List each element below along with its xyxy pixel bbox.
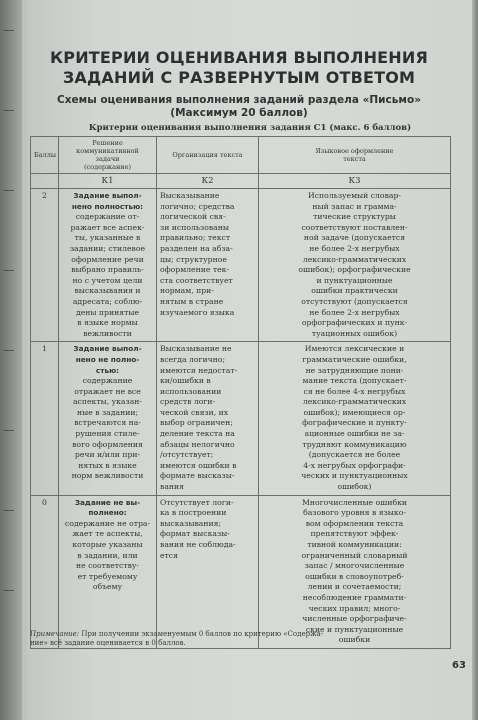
cell-text-line: несоблюдение граммати- xyxy=(302,592,407,602)
cell-text-line: ационные ошибки не за- xyxy=(304,429,405,439)
cell-text-line: Высказывание не xyxy=(160,344,232,354)
cell-text-line: нятым в стране xyxy=(160,296,224,306)
cell-text-line: средств логи- xyxy=(160,397,216,407)
cell-text-line: деление текста на xyxy=(160,429,235,439)
cell-text-line: Имеются лексические и xyxy=(304,344,405,354)
cell-text-line: логично; средства xyxy=(160,201,235,211)
cell-text-line: вежливости xyxy=(83,328,132,338)
cell-text-line: аспекты, указан- xyxy=(72,397,143,407)
cell-text-line: которые указаны xyxy=(72,540,143,549)
cell-text-line: ста соответствует xyxy=(160,275,233,285)
footnote-line-1: При получении экзаменуемым 0 баллов по критерию «Содержа- xyxy=(79,630,324,638)
cell-text-line: не более 2-х негрубых xyxy=(309,307,400,317)
score-cell: 2 xyxy=(31,189,59,342)
cell-text-line: выбрано правиль- xyxy=(71,265,144,275)
cell-text-line: (допускается не более xyxy=(308,450,401,460)
cell-text-line: /отсутствует; xyxy=(160,450,214,460)
cell-text-line: Задание не вы- xyxy=(74,497,141,507)
cell-text-line: соответствуют поставлен- xyxy=(301,222,408,232)
cell-text-line: использовании xyxy=(160,386,222,396)
cell-text-line: трудняют коммуникацию xyxy=(302,439,407,449)
section-max-score: (Максимум 20 баллов) xyxy=(170,107,308,119)
cell-text-line: разделен на абза- xyxy=(160,243,233,253)
table-row xyxy=(31,342,451,495)
cell-text-line: содержание не отра- xyxy=(64,518,151,528)
cell-text-line: Отсутствует логи- xyxy=(160,497,234,507)
cell-text-line: Многочисленные ошибки xyxy=(301,497,408,507)
cell-text-line: имеются недостат- xyxy=(160,365,238,375)
cell-text-line: фографические и пункту- xyxy=(302,418,407,428)
k1-cell xyxy=(59,189,157,342)
cell-text-line: ка в построении xyxy=(160,508,227,518)
cell-text-line: оформление речи xyxy=(71,254,144,264)
cell-text-line: лении и сочетаемости; xyxy=(307,582,402,592)
cell-text-line: ческих и пунктуационных xyxy=(301,471,408,481)
table-caption: Критерии оценивания выполнения задания С1 (макс. 6 баллов) xyxy=(88,123,412,133)
k2-cell xyxy=(157,495,259,648)
page-title-line-2: ЗАДАНИЙ С РАЗВЕРНУТЫМ ОТВЕТОМ xyxy=(62,68,416,87)
k2-cell xyxy=(157,342,259,495)
cell-text-line: в языке нормы xyxy=(77,318,138,328)
table-row xyxy=(31,189,451,342)
footnote-label: Примечание: xyxy=(30,630,80,638)
cell-text-line: всегда логично; xyxy=(160,354,226,364)
cell-text-line: нено не полно- xyxy=(75,354,140,364)
cell-text-line: ошибки в словоупотреб- xyxy=(305,571,404,581)
code-k3: К3 xyxy=(259,174,451,189)
table-row xyxy=(31,495,451,648)
cell-text-line: формате высказы- xyxy=(160,471,235,481)
cell-text-line: препятствуют эффек- xyxy=(310,529,399,539)
cell-text-line: ческих правил; много- xyxy=(308,603,401,613)
page-number: 63 xyxy=(452,660,466,671)
cell-text-line: имеются ошибки в xyxy=(160,460,237,470)
cell-text-line: абзацы нелогично xyxy=(160,439,235,449)
cell-text-line: 4-х негрубых орфографи- xyxy=(303,460,406,470)
cell-text-line: цы; структурное xyxy=(160,254,227,264)
cell-text-line: грамматические ошибки, xyxy=(302,354,407,364)
cell-text-line: речи и/или при- xyxy=(74,450,141,460)
cell-text-line: ражает все аспек- xyxy=(70,222,145,232)
cell-text-line: Задание выпол- xyxy=(73,191,142,200)
cell-text-line: но с учетом цели xyxy=(72,275,143,285)
cell-text-line: не более 2-х негрубых xyxy=(309,243,400,253)
cell-text-line: объему xyxy=(92,582,123,592)
cell-text-line: содержание xyxy=(82,376,133,386)
cell-text-line: лексико-грамматических xyxy=(302,254,407,264)
cell-text-line: ошибки практически xyxy=(311,286,398,296)
cell-text-line: базового уровня в языко- xyxy=(303,508,406,518)
cell-text-line: ки/ошибки в xyxy=(160,376,211,386)
cell-text-line: ет требуемому xyxy=(77,571,138,581)
cell-text-line: вом оформлении текста xyxy=(305,518,404,528)
cell-text-line: ется xyxy=(160,550,178,560)
cell-text-line: высказывания и xyxy=(74,286,141,296)
k3-cell xyxy=(259,495,451,648)
cell-text-line: зи использованы xyxy=(160,222,229,232)
cell-text-line: формат высказы- xyxy=(160,529,230,539)
cell-text-line: туационных ошибок) xyxy=(311,328,398,338)
cell-text-line: ограниченный словарный xyxy=(301,550,408,560)
cell-text-line: высказывания; xyxy=(160,518,222,528)
cell-text-line: Задание выпол- xyxy=(73,344,142,354)
cell-text-line: ческой связи, их xyxy=(160,407,229,417)
cell-text-line: лексико-грамматических xyxy=(302,397,407,407)
header-score: Баллы xyxy=(31,137,59,174)
cell-text-line: ся не более 4-х негрубых xyxy=(303,386,406,396)
cell-text-line: ошибок); орфографические xyxy=(298,265,411,275)
page-title-line-1: КРИТЕРИИ ОЦЕНИВАНИЯ ВЫПОЛНЕНИЯ xyxy=(50,48,428,67)
cell-text-line: орфографических и пунк- xyxy=(301,318,408,328)
cell-text-line: Высказывание xyxy=(160,191,220,200)
cell-text-line: тивной коммуникации: xyxy=(307,540,402,549)
cell-text-line: ошибки xyxy=(338,635,371,645)
cell-text-line: ошибок); имеющиеся ор- xyxy=(303,407,406,417)
cell-text-line: ты, указанные в xyxy=(74,233,141,243)
k1-cell xyxy=(59,495,157,648)
cell-text-line: дены принятые xyxy=(75,307,140,317)
criteria-code-row xyxy=(31,174,451,189)
cell-text-line: изучаемого языка xyxy=(160,307,235,317)
criteria-table xyxy=(30,136,451,649)
footnote-line-2: ние» всё задание оценивается в 0 баллов. xyxy=(30,639,186,647)
cell-text-line: ный запас и грамма- xyxy=(312,201,397,211)
k1-cell xyxy=(59,342,157,495)
code-k1: К1 xyxy=(59,174,157,189)
cell-text-line: мание текста (допускает- xyxy=(302,376,407,386)
cell-text-line: норм вежливости xyxy=(71,471,144,481)
table-header-row xyxy=(31,137,451,174)
cell-text-line: вания xyxy=(160,482,185,492)
cell-text-line: отражает не все xyxy=(74,386,141,396)
cell-text-line: стью: xyxy=(95,365,120,375)
cell-text-line: встречаются на- xyxy=(74,418,141,428)
cell-text-line: логической свя- xyxy=(160,212,226,222)
cell-text-line: запас / многочисленные xyxy=(304,561,405,571)
footnote xyxy=(30,630,450,648)
cell-text-line: численные орфографиче- xyxy=(302,614,407,624)
cell-text-line: рушения стиле- xyxy=(75,429,140,439)
cell-text-line: нормам, при- xyxy=(160,286,214,296)
cell-text-line: выбор ограничен; xyxy=(160,418,233,428)
cell-text-line: содержание от- xyxy=(75,212,140,222)
cell-text-line: тические структуры xyxy=(313,212,396,222)
cell-text-line: адресата; соблю- xyxy=(72,296,143,306)
k3-cell xyxy=(259,189,451,342)
cell-text-line: отсутствуют (допускается xyxy=(301,296,408,306)
score-cell: 0 xyxy=(31,495,59,648)
cell-text-line: ной задаче (допускается xyxy=(303,233,406,243)
cell-text-line: жает те аспекты, xyxy=(72,529,143,539)
cell-text-line: правильно; текст xyxy=(160,233,231,243)
cell-text-line: и пунктуационные xyxy=(316,275,393,285)
cell-text-line: ошибок) xyxy=(337,482,372,492)
header-k1: Решение коммуникативной задачи (содержание) xyxy=(59,137,157,174)
cell-text-line: нятых в языке xyxy=(78,460,137,470)
cell-text-line: не затрудняющие пони- xyxy=(305,365,404,375)
cell-text-line: Используемый словар- xyxy=(307,191,401,200)
cell-text-line: ские и пунктуационные xyxy=(305,624,404,634)
cell-text-line: полнено: xyxy=(88,508,127,518)
header-k3: Языковое оформление текста xyxy=(259,137,451,174)
score-cell: 1 xyxy=(31,342,59,495)
section-subtitle: Схемы оценивания выполнения заданий раздела «Письмо» xyxy=(57,94,421,106)
header-k2: Организация текста xyxy=(157,137,259,174)
cell-text-line: ные в задании; xyxy=(76,407,139,417)
cell-text-line: оформление тек- xyxy=(160,265,230,275)
cell-text-line: задании; стилевое xyxy=(69,243,146,253)
cell-text-line: вания не соблюда- xyxy=(160,540,236,549)
k2-cell xyxy=(157,189,259,342)
cell-text-line: не соответству- xyxy=(75,561,140,571)
k3-cell xyxy=(259,342,451,495)
cell-text-line: в задании, или xyxy=(77,550,138,560)
cell-text-line: нено полностью: xyxy=(71,201,144,211)
cell-text-line: вого оформления xyxy=(72,439,143,449)
code-k2: К2 xyxy=(157,174,259,189)
